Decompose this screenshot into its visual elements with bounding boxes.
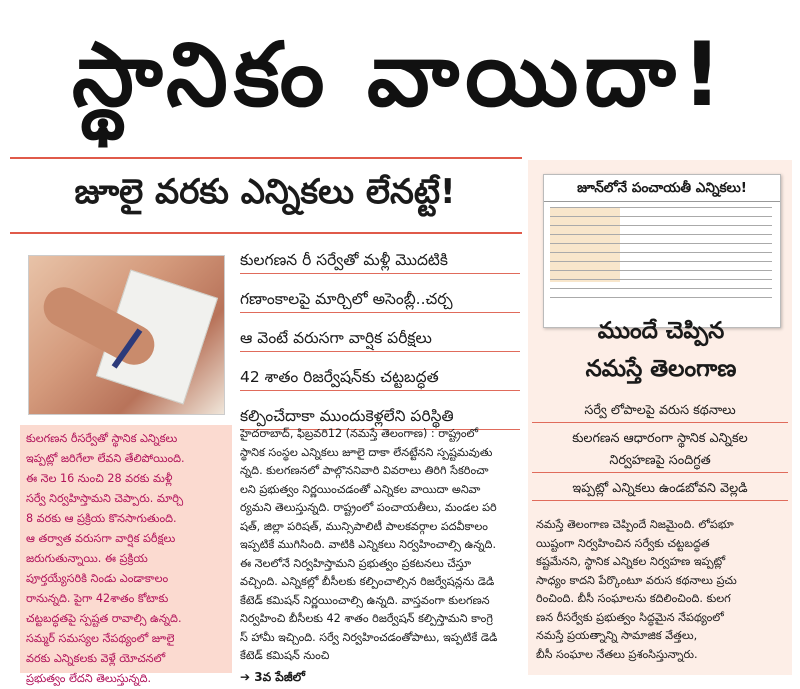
highlight-line: ఆ వెంటే వరుసగా వార్షిక పరీక్షలు — [240, 326, 520, 352]
sidebar-line: సమ్మర్ సమస్యల నేపథ్యంలో జూలై — [26, 632, 175, 645]
highlight-line: కల్పించేదాకా ముందుకెళ్లలేని పరిస్థితి — [240, 404, 520, 430]
highlight-line: గణాంకాలపై మార్చిలో అసెంబ్లీ..చర్చ — [240, 287, 520, 313]
feature-points — [532, 400, 788, 506]
feature-body — [536, 516, 790, 664]
feature-headline — [530, 312, 792, 388]
feature-point: ఇప్పట్లో ఎన్నికలు ఉండబోవని వెల్లడి — [532, 478, 788, 501]
feature-point: నిర్వహణపై సందిగ్ధత — [532, 450, 788, 473]
masthead-divider — [10, 157, 522, 159]
continued-label: 3వ పేజీలో — [254, 669, 305, 684]
sidebar-line: సర్వే నిర్వహిస్తామని చెప్పారు. మార్చి — [26, 492, 184, 505]
sidebar-line: ఆ తర్వాత వరుసగా వార్షిక పరీక్షలు — [26, 532, 176, 545]
feature-body-line: సాధ్యం కాదని పేర్కొంటూ వరుస కథనాలు ప్రచు — [536, 573, 737, 587]
body-line: ఇప్పటికే ముగిసింది. వాటికి ఎన్నికలు నిర్వహించాల్సి ఉన్నది. — [240, 538, 497, 551]
continued-on-page-link[interactable] — [240, 668, 518, 687]
article-body — [240, 425, 518, 686]
feature-point: సర్వే లోపాలపై వరుస కథనాలు — [532, 400, 788, 423]
sidebar-line: ఇప్పట్లో జరిగేలా లేవని తేలిపోయింది. — [26, 452, 185, 465]
clipping-title: జూన్‌లోనే పంచాయతీ ఎన్నికలు! — [544, 175, 780, 202]
highlight-line: కులగణన రీ సర్వేతో మళ్లీ మొదటికి — [240, 248, 520, 274]
body-line: స్ హామీ ఇచ్చింది. సర్వే నిర్వహించడంతోపాటు, ఇప్పటికే డెడి — [240, 630, 498, 644]
earlier-clipping — [543, 174, 781, 328]
body-line: వచ్చింది. ఎన్నికల్లో బీసీలకు కల్పించాల్సిన రిజర్వేషన్లను డెడి — [240, 575, 495, 588]
body-line: నిర్వహించి బీసీలకు 42 శాతం రిజర్వేషన్ కల్పిస్తామని కాంగ్రె — [240, 612, 493, 625]
sidebar-line: రానున్నది. పైగా 42శాతం కోటాకు — [26, 592, 169, 605]
highlight-points — [240, 248, 520, 443]
body-line: ర్యమని తెలుస్తున్నది. రాష్ట్రంలో పంచాయతీలు, మండల పరి — [240, 501, 497, 514]
feature-headline-line: నమస్తే తెలంగాణ — [585, 356, 737, 382]
sidebar-line: చట్టబద్ధతపై స్పష్టత రావాల్సి ఉన్నది. — [26, 612, 182, 625]
body-line: స్థానిక సంస్థల ఎన్నికలు జూలై దాకా లేనట్టేనని స్పష్టమవుతు — [240, 445, 493, 459]
feature-body-line: బీసీ సంఘాల నేతలు ప్రశంసిస్తున్నారు. — [536, 647, 698, 661]
voter-finger-ink-photo — [28, 255, 225, 415]
headline-divider — [10, 232, 522, 234]
masthead-title: స్థానికం వాయిదా! — [71, 23, 728, 126]
feature-body-line: ణన రీసర్వేకు ప్రభుత్వం సిద్ధమైన నేపథ్యంలో — [536, 610, 724, 624]
sidebar-line: జరుగుతున్నాయి. ఈ ప్రక్రియ — [26, 552, 148, 565]
feature-body-line: కష్టమేనని, స్థానిక ఎన్నికల నిర్వహణ ఇప్పట్లో — [536, 555, 726, 568]
sidebar-line: వరకు ఎన్నికలకు వెళ్లే యోచనలో — [26, 652, 166, 665]
body-line: కేటెడ్ కమిషన్ నుంచి — [240, 649, 330, 662]
body-line: షత్, జిల్లా పరిషత్, మున్సిపాలిటీ పాలకవర్గాల పదవీకాలం — [240, 519, 488, 533]
body-line: లని ప్రభుత్వం నిర్ణయించడంతో ఎన్నికల వాయిదా అనివా — [240, 482, 481, 496]
feature-body-line: యిష్టంగా నిర్వహించిన సర్వేకు చట్టబద్ధత — [536, 536, 710, 550]
body-line: కేటెడ్ కమిషన్ నిర్ణయించాల్సి ఉన్నది. వాస్తవంగా కులగణన — [240, 593, 490, 607]
clipping-text-lines — [550, 207, 772, 306]
feature-body-line: నమస్తే తెలంగాణ చెప్పిందే నిజమైంది. లోపభూ — [536, 518, 734, 531]
main-headline: జూలై వరకు ఎన్నికలు లేనట్టే! — [74, 172, 456, 212]
feature-body-line: నమస్తే ప్రయత్నాన్ని సామాజిక వేత్తలు, — [536, 629, 698, 642]
summary-sidebar — [20, 425, 232, 685]
body-line: హైదరాబాద్, ఫిబ్రవరి12 (నమస్తే తెలంగాణ) : రాష్ట్రంలో — [240, 427, 479, 440]
feature-headline-line: ముందే చెప్పిన — [597, 318, 725, 344]
sidebar-line: పూర్తయ్యేసరికి నిండు ఎండాకాలం — [26, 572, 169, 585]
sidebar-line: ఈ నెల 16 నుంచి 28 వరకు మళ్లీ — [26, 472, 173, 485]
highlight-line: 42 శాతం రిజర్వేషన్‌కు చట్టబద్ధత — [240, 365, 520, 391]
feature-body-line: రించింది. బీసీ సంఘాలను కదిలించింది. కులగ — [536, 592, 731, 605]
sidebar-line: కులగణన రీసర్వేతో స్థానిక ఎన్నికలు — [26, 432, 178, 445]
sidebar-line: ప్రభుత్వం లేదని తెలుస్తున్నది. — [26, 672, 152, 685]
body-line: న్నది. కులగణనలో పాల్గొననివారి వివరాలు తిరిగి సేకరించా — [240, 464, 489, 477]
sidebar-line: 8 వరకు ఆ ప్రక్రియ కొనసాగుతుంది. — [26, 512, 177, 525]
feature-point: కులగణన ఆధారంగా స్థానిక ఎన్నికల — [572, 431, 748, 446]
body-line: ఈ నెలలోనే నిర్వహిస్తామని ప్రభుత్వం ప్రకటనలు చేస్తూ — [240, 556, 472, 570]
continued-arrow-icon: ➔ — [240, 669, 251, 684]
